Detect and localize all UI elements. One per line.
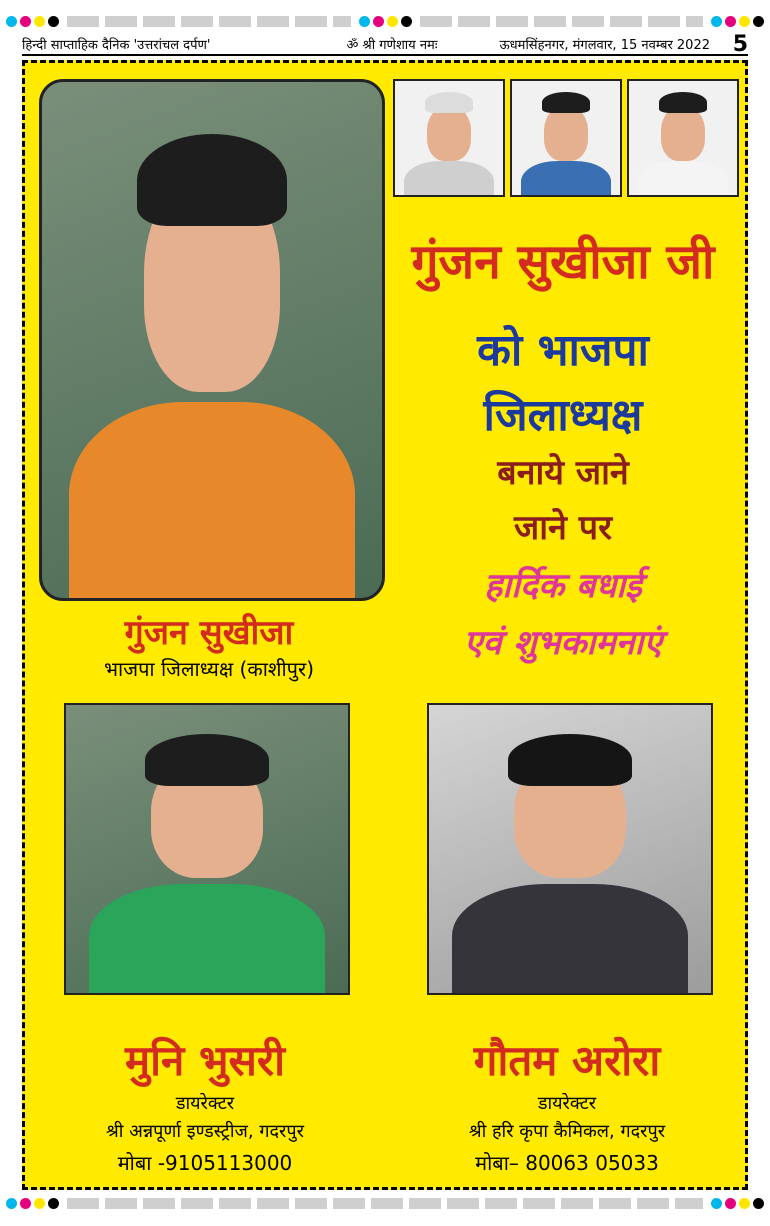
headline-line-3: जिलाध्यक्ष	[483, 390, 643, 441]
registration-bar-top	[0, 10, 770, 32]
main-person-name: गुंजन सुखीजा	[124, 613, 294, 653]
black-dot	[48, 16, 59, 27]
cyan-dot	[711, 1198, 722, 1209]
magenta-dot	[725, 1198, 736, 1209]
greeter-title-2: डायरेक्टर	[537, 1093, 597, 1114]
newspaper-header	[22, 31, 748, 57]
main-person-photo	[39, 79, 385, 601]
magenta-dot	[20, 1198, 31, 1209]
magenta-dot	[20, 16, 31, 27]
black-dot	[48, 1198, 59, 1209]
cyan-dot	[6, 1198, 17, 1209]
leader-photo-1	[393, 79, 505, 197]
registration-bar-bottom	[0, 1192, 770, 1214]
registration-dots-right	[705, 16, 770, 27]
newspaper-name: हिन्दी साप्ताहिक दैनिक 'उत्तरांचल दर्पण'	[22, 38, 211, 53]
registration-dots-left	[0, 16, 65, 27]
black-dot	[401, 16, 412, 27]
headline-line-6: हार्दिक बधाई	[484, 566, 642, 606]
leader-photo-3	[627, 79, 739, 197]
cyan-dot	[359, 16, 370, 27]
black-dot	[753, 1198, 764, 1209]
headline-line-5: जाने पर	[514, 508, 612, 548]
greeter-name-2: गौतम अरोरा	[473, 1036, 661, 1085]
cyan-dot	[711, 16, 722, 27]
headline-line-2: को भाजपा	[477, 325, 649, 376]
leader-photo-2	[510, 79, 622, 197]
invocation: ॐ श्री गणेशाय नमः	[346, 38, 438, 53]
magenta-dot	[373, 16, 384, 27]
registration-blocks	[420, 16, 704, 27]
yellow-dot	[34, 16, 45, 27]
greeter-title-1: डायरेक्टर	[175, 1093, 235, 1114]
registration-dots-left	[0, 1198, 65, 1209]
yellow-dot	[34, 1198, 45, 1209]
black-dot	[753, 16, 764, 27]
registration-dots-right	[705, 1198, 770, 1209]
registration-dots-mid	[353, 16, 418, 27]
yellow-dot	[387, 16, 398, 27]
cyan-dot	[6, 16, 17, 27]
greeter-phone-2: मोबा– 80063 05033	[475, 1151, 659, 1175]
yellow-dot	[739, 16, 750, 27]
greeter-company-1: श्री अन्नपूर्णा इण्डस्ट्रीज, गदरपुर	[106, 1121, 304, 1142]
dateline: ऊधमसिंहनगर, मंगलवार, 15 नवम्बर 2022	[499, 38, 710, 53]
greeter-name-1: मुनि भुसरी	[125, 1036, 285, 1085]
greeter-company-2: श्री हरि कृपा कैमिकल, गदरपुर	[468, 1121, 666, 1142]
greeter-phone-1: मोबा -9105113000	[117, 1151, 293, 1175]
main-person-role: भाजपा जिलाध्यक्ष (काशीपुर)	[103, 657, 315, 681]
yellow-dot	[739, 1198, 750, 1209]
greeter-photo-2	[427, 703, 713, 995]
magenta-dot	[725, 16, 736, 27]
greeter-photo-1	[64, 703, 350, 995]
headline-line-4: बनाये जाने	[497, 453, 629, 493]
page-number: 5	[732, 31, 748, 57]
headline-line-7: एवं शुभकामनाएं	[463, 623, 663, 663]
headline-line-1: गुंजन सुखीजा जी	[411, 234, 715, 290]
registration-blocks	[67, 1198, 703, 1209]
registration-blocks	[67, 16, 351, 27]
greeting-advertisement	[22, 60, 748, 1190]
